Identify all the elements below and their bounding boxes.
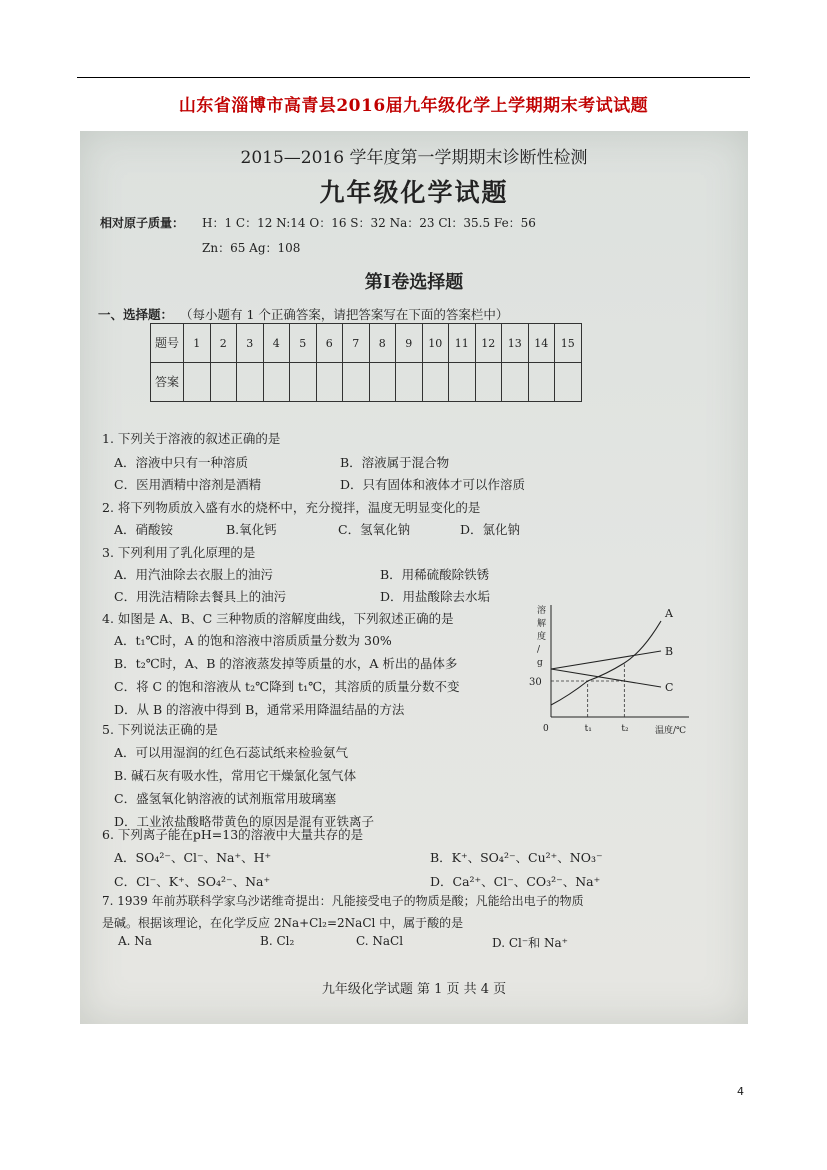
q7-option-b: B. Cl₂ — [260, 934, 295, 948]
question-number-cell: 13 — [502, 324, 529, 363]
question-number-cell: 2 — [210, 324, 237, 363]
exam-term-line: 2015—2016 学年度第一学期期末诊断性检测 — [240, 148, 588, 168]
instruction-text: （每小题有 1 个正确答案，请把答案写在下面的答案栏中） — [180, 307, 509, 322]
question-number-cell: 12 — [475, 324, 502, 363]
y-axis-label: 度 — [537, 632, 547, 642]
series-c-label: C — [665, 681, 674, 694]
answer-cell[interactable] — [502, 363, 529, 402]
question-number-cell: 3 — [237, 324, 264, 363]
q2-option-c: C．氢氧化钠 — [338, 522, 411, 537]
q3-option-b: B．用稀硫酸除铁锈 — [380, 567, 490, 582]
question-number-cell: 5 — [290, 324, 317, 363]
series-b-line — [551, 651, 661, 669]
q2-stem: 2. 将下列物质放入盛有水的烧杯中，充分搅拌，温度无明显变化的是 — [102, 500, 481, 515]
q3-option-c: C．用洗洁精除去餐具上的油污 — [114, 589, 287, 604]
atomic-mass-row-1: H：1 C：12 N:14 O：16 S：32 Na：23 Cl：35.5 Fe：56 — [202, 216, 536, 230]
origin-label: 0 — [543, 724, 549, 734]
answer-cell[interactable] — [422, 363, 449, 402]
answer-cell[interactable] — [555, 363, 582, 402]
answer-table-number-row — [151, 324, 582, 363]
series-a-line — [551, 621, 661, 705]
q6-option-c: C．Cl⁻、K⁺、SO₄²⁻、Na⁺ — [114, 874, 271, 889]
scanned-exam-page — [80, 131, 748, 1024]
q4-option-a: A．t₁℃时，A 的饱和溶液中溶质质量分数为 30% — [114, 633, 392, 648]
x-axis-label: 温度/℃ — [655, 726, 687, 736]
question-number-cell: 11 — [449, 324, 476, 363]
q7-stem-line-1: 7. 1939 年前苏联科学家乌沙诺维奇提出：凡能接受电子的物质是酸；凡能给出电子的物质 — [102, 894, 584, 908]
x-tick-label: t₂ — [621, 724, 629, 734]
series-c-line — [551, 669, 661, 687]
question-number-cell: 1 — [184, 324, 211, 363]
atomic-mass-label: 相对原子质量： — [100, 216, 185, 230]
q7-option-a: A. Na — [118, 934, 152, 948]
page-number: 4 — [737, 1085, 744, 1098]
question-number-cell: 6 — [316, 324, 343, 363]
document-title: 山东省淄博市高青县2016届九年级化学上学期期末考试试题 — [178, 96, 649, 116]
answer-cell[interactable] — [449, 363, 476, 402]
x-tick-label: t₁ — [584, 724, 592, 734]
q2-option-a: A．硝酸铵 — [114, 522, 174, 537]
q5-option-b: B. 碱石灰有吸水性，常用它干燥氯化氢气体 — [114, 768, 357, 783]
section-title: 第Ⅰ卷选择题 — [364, 272, 464, 293]
y-axis-label: g — [537, 658, 543, 668]
answer-table — [150, 323, 582, 402]
q4-option-c: C．将 C 的饱和溶液从 t₂℃降到 t₁℃，其溶质的质量分数不变 — [114, 679, 460, 694]
page-footer: 九年级化学试题 第 1 页 共 4 页 — [321, 982, 507, 997]
q5-option-d: D．工业浓盐酸略带黄色的原因是混有亚铁离子 — [114, 814, 375, 829]
q3-option-a: A．用汽油除去衣服上的油污 — [114, 567, 274, 582]
q6-option-d: D．Ca²⁺、Cl⁻、CO₃²⁻、Na⁺ — [430, 874, 601, 889]
question-number-cell: 8 — [369, 324, 396, 363]
y-axis-label: 解 — [537, 619, 547, 629]
instruction-label: 一、选择题： — [98, 307, 174, 322]
q1-option-a: A．溶液中只有一种溶质 — [114, 455, 249, 470]
answer-cell[interactable] — [184, 363, 211, 402]
header-rule — [77, 77, 750, 78]
answer-cell[interactable] — [263, 363, 290, 402]
table-head-answer: 答案 — [151, 363, 184, 402]
exam-title: 九年级化学试题 — [319, 178, 509, 207]
answer-table-answer-row — [151, 363, 582, 402]
question-number-cell: 15 — [555, 324, 582, 363]
solubility-chart — [511, 599, 721, 749]
q7-option-c: C. NaCl — [356, 934, 404, 948]
q3-option-d: D．用盐酸除去水垢 — [380, 589, 491, 604]
q4-option-b: B．t₂℃时，A、B 的溶液蒸发掉等质量的水，A 析出的晶体多 — [114, 656, 458, 671]
q4-stem: 4. 如图是 A、B、C 三种物质的溶解度曲线，下列叙述正确的是 — [102, 611, 454, 626]
question-number-cell: 9 — [396, 324, 423, 363]
answer-cell[interactable] — [343, 363, 370, 402]
q3-stem: 3. 下列利用了乳化原理的是 — [102, 545, 256, 560]
q1-option-c: C．医用酒精中溶剂是酒精 — [114, 477, 262, 492]
q1-stem: 1. 下列关于溶液的叙述正确的是 — [102, 431, 281, 446]
q6-stem: 6. 下列离子能在pH=13的溶液中大量共存的是 — [102, 827, 364, 842]
q5-stem: 5. 下列说法正确的是 — [102, 722, 218, 737]
series-a-label: A — [665, 607, 673, 620]
answer-cell[interactable] — [316, 363, 343, 402]
question-number-cell: 14 — [528, 324, 555, 363]
q5-option-c: C．盛氢氧化钠溶液的试剂瓶常用玻璃塞 — [114, 791, 337, 806]
series-b-label: B — [665, 645, 674, 658]
answer-cell[interactable] — [290, 363, 317, 402]
q7-option-d: D. Cl⁻和 Na⁺ — [492, 936, 568, 950]
table-head-number: 题号 — [151, 324, 184, 363]
q5-option-a: A．可以用湿润的红色石蕊试纸来检验氨气 — [114, 745, 349, 760]
answer-cell[interactable] — [396, 363, 423, 402]
y-tick-label: 30 — [529, 677, 542, 688]
answer-cell[interactable] — [369, 363, 396, 402]
q4-option-d: D．从 B 的溶液中得到 B，通常采用降温结晶的方法 — [114, 702, 405, 717]
answer-cell[interactable] — [475, 363, 502, 402]
q2-option-b: B.氧化钙 — [226, 522, 277, 537]
answer-cell[interactable] — [528, 363, 555, 402]
question-number-cell: 4 — [263, 324, 290, 363]
y-axis-label: / — [537, 645, 541, 655]
q1-option-b: B．溶液属于混合物 — [340, 455, 450, 470]
q7-stem-line-2: 是碱。根据该理论，在化学反应 2Na+Cl₂=2NaCl 中，属于酸的是 — [102, 916, 464, 930]
q6-option-b: B．K⁺、SO₄²⁻、Cu²⁺、NO₃⁻ — [430, 850, 603, 865]
atomic-mass-row-2: Zn：65 Ag：108 — [202, 241, 301, 255]
q6-option-a: A．SO₄²⁻、Cl⁻、Na⁺、H⁺ — [114, 850, 272, 865]
q2-option-d: D．氯化钠 — [460, 522, 521, 537]
answer-cell[interactable] — [237, 363, 264, 402]
question-number-cell: 7 — [343, 324, 370, 363]
answer-cell[interactable] — [210, 363, 237, 402]
question-number-cell: 10 — [422, 324, 449, 363]
q1-option-d: D．只有固体和液体才可以作溶质 — [340, 477, 526, 492]
y-axis-label: 溶 — [537, 606, 547, 616]
